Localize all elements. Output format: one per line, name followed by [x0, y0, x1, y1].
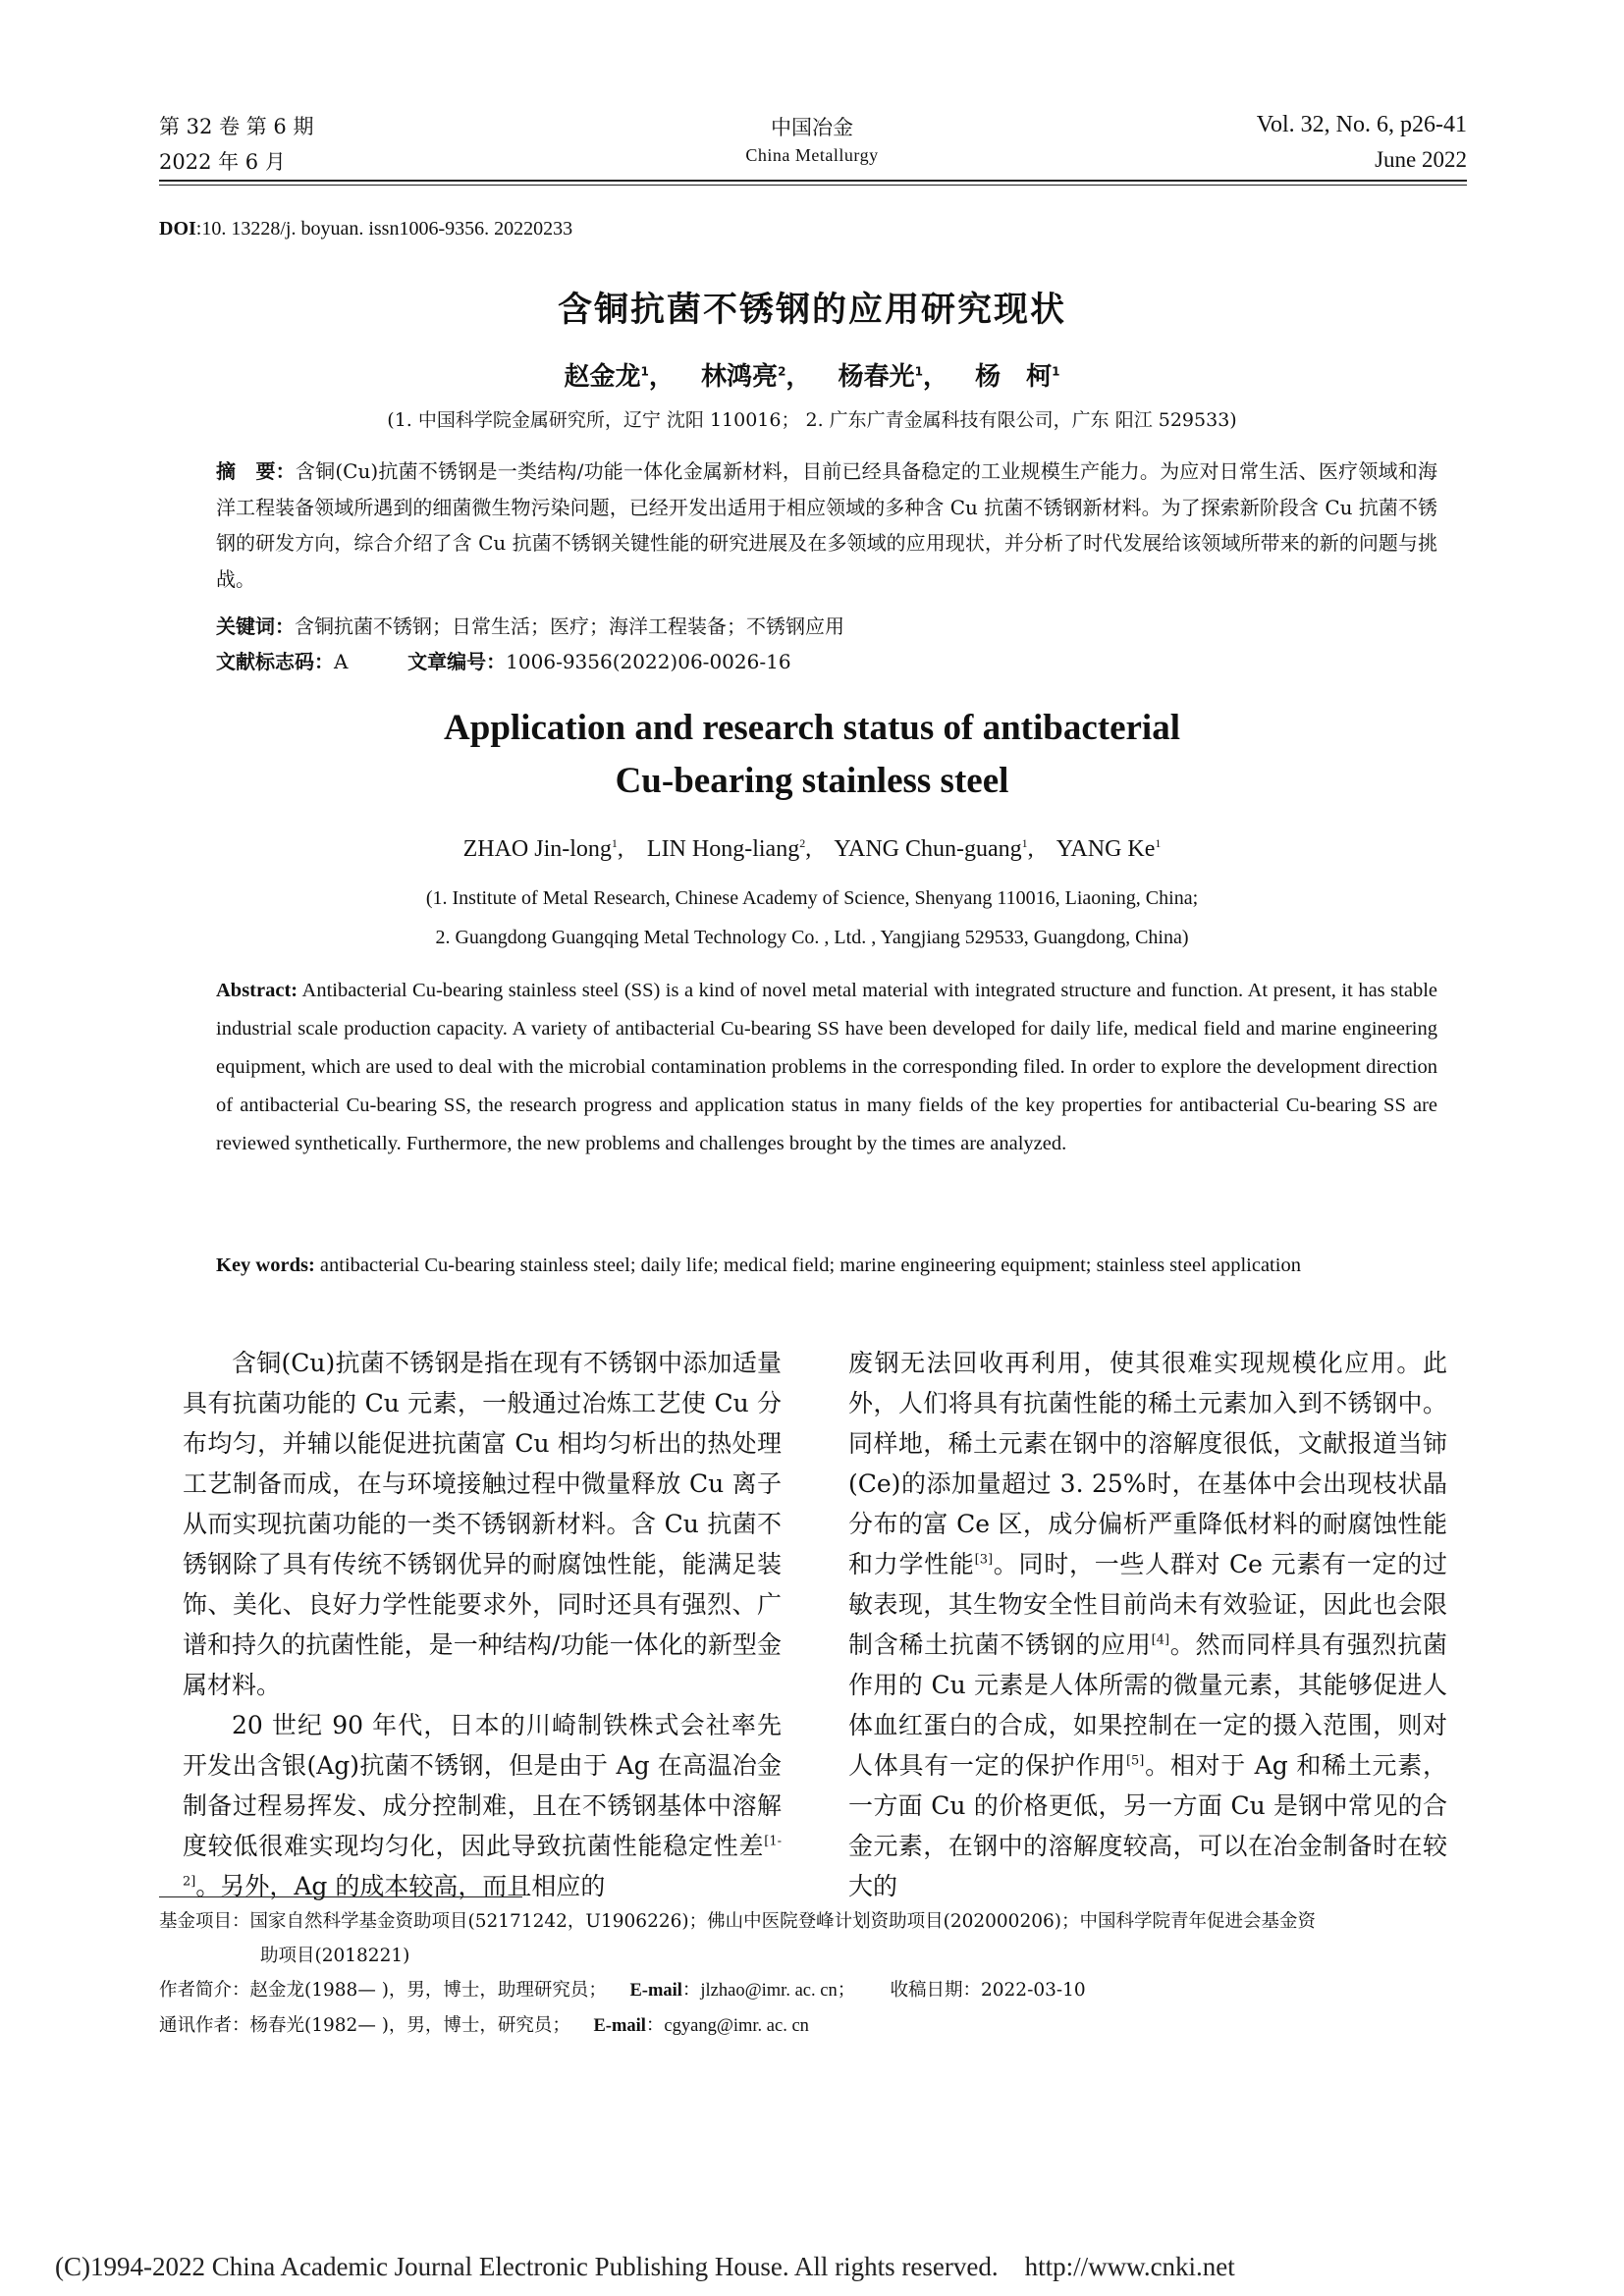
footnotes: [159, 1904, 1467, 2044]
body-text: 。同时，一些人群对 Ce 元素有一定的过敏表现，其生物安全性目前尚未有效验证，因此也会限制含稀土抗菌不锈钢的应用: [848, 1550, 1447, 1659]
author-bio-label: 作者简介：: [159, 1980, 250, 2001]
email-value[interactable]: ：cgyang@imr. ac. cn: [645, 2016, 809, 2036]
author-bio-text: 赵金龙(1988— )，男，博士，助理研究员；: [249, 1980, 607, 2001]
keywords-cn: [216, 609, 1437, 645]
abstract-cn-label: 摘 要：: [216, 459, 296, 483]
received-date: 收稿日期：2022-03-10: [890, 1980, 1086, 2001]
author-en-name: YANG Chun-guang: [834, 836, 1022, 862]
author-en-aff: 1: [611, 836, 618, 850]
abstract-cn: [216, 454, 1437, 597]
abstract-en: [216, 972, 1437, 1163]
body-text: 。另外，Ag 的成本较高，而且相应的: [195, 1872, 606, 1900]
title-en-line: Cu-bearing stainless steel: [615, 761, 1009, 801]
header-rule-thin: [159, 185, 1467, 186]
email-label: E-mail: [629, 1981, 682, 2001]
fund-text: 国家自然科学基金资助项目(52171242，U1906226)；佛山中医院登峰计划资助项目(202000206)；中国科学院青年促进会基金资: [249, 1911, 1316, 1932]
author-cn-aff: 1: [640, 364, 649, 379]
affiliations-en: [0, 879, 1624, 957]
body-paragraph: [183, 1705, 782, 1906]
affiliation-en-line: (1. Institute of Metal Research, Chinese Academy of Science, Shenyang 110016, Liaoning, China;: [425, 887, 1199, 909]
header-journal-en: China Metallurgy: [745, 145, 879, 165]
body-text: 。然而同样具有强烈抗菌作用的 Cu 元素是人体所需的微量元素，其能够促进人体血红蛋白的合成，如果控制在一定的摄入范围，则对人体具有一定的保护作用: [848, 1630, 1447, 1780]
fund-text-cont: 助项目(2018221): [260, 1946, 410, 1966]
author-en-aff: 2: [799, 836, 806, 850]
keywords-cn-text: 含铜抗菌不锈钢；日常生活；医疗；海洋工程装备；不锈钢应用: [295, 614, 844, 638]
affiliations-cn: (1. 中国科学院金属研究所，辽宁 沈阳 110016； 2. 广东广青金属科技有限公司，广东 阳江 529533): [387, 409, 1237, 431]
header-volume-en: Vol. 32, No. 6, p26-41: [1256, 112, 1467, 137]
article-number-value: 1006-9356(2022)06-0026-16: [506, 650, 791, 673]
authors-cn: 赵金龙$^1$， 林鸿亮$^2$， 杨春光$^1$， 杨 柯$^1$: [564, 362, 1060, 392]
body-text: 。相对于 Ag 和稀土元素，一方面 Cu 的价格更低，另一方面 Cu 是钢中常见的合金元素，在钢中的溶解度较高，可以在冶金制备时在较大的: [848, 1751, 1447, 1900]
keywords-en: [216, 1247, 1437, 1285]
doc-code-label: 文献标志码：: [216, 650, 334, 673]
header-rule: [159, 180, 1467, 182]
body-text: 20 世纪 90 年代，日本的川崎制铁株式会社率先开发出含银(Ag)抗菌不锈钢，但是由于 Ag 在高温冶金制备过程易挥发、成分控制难，且在不锈钢基体中溶解度较低很难实现均匀化，因此导致抗菌性能稳定性差: [183, 1711, 782, 1860]
header-volume-cn: 第 32 卷 第 6 期: [159, 115, 314, 138]
author-cn-name: 赵金龙: [564, 362, 641, 392]
doc-code-value: A: [334, 650, 349, 673]
citation: [3]: [974, 1552, 994, 1568]
title-en: [0, 702, 1624, 808]
footnote-author: [159, 1973, 1467, 2008]
article-number-label: 文章编号：: [407, 650, 507, 673]
doc-code: [216, 644, 1437, 680]
author-en-aff: 1: [1155, 836, 1162, 850]
abstract-en-label: Abstract:: [216, 980, 298, 1001]
body-text: 废钢无法回收再利用，使其很难实现规模化应用。此外，人们将具有抗菌性能的稀土元素加入到不锈钢中。同样地，稀土元素在钢中的溶解度很低，文献报道当铈(Ce)的添加量超过 3. 25%时，在基体中会出现枝状晶分布的富 Ce 区，成分偏析严重降低材料的耐腐蚀性能和力学性能: [848, 1349, 1447, 1578]
header-date-cn: 2022 年 6 月: [159, 150, 286, 174]
doi-value: :10. 13228/j. boyuan. issn1006-9356. 20220233: [195, 218, 573, 240]
author-en-name: LIN Hong-liang: [646, 836, 800, 862]
email-value[interactable]: ：jlzhao@imr. ac. cn；: [681, 1981, 856, 2001]
email-label: E-mail: [593, 2016, 646, 2036]
author-cn-name: 杨 柯: [975, 362, 1053, 392]
author-en-aff: 1: [1021, 836, 1028, 850]
copyright-notice: (C)1994-2022 China Academic Journal Electronic Publishing House. All rights reserved. http://www.cnki.net: [55, 2252, 1235, 2281]
author-en-name: YANG Ke: [1056, 836, 1156, 862]
body-paragraph: 含铜(Cu)抗菌不锈钢是指在现有不锈钢中添加适量具有抗菌功能的 Cu 元素，一般通过冶炼工艺使 Cu 分布均匀，并辅以能促进抗菌富 Cu 相均匀析出的热处理工艺制备而成，在与环境接触过程中微量释放 Cu 离子从而实现抗菌功能的一类不锈钢新材料。含 Cu 抗菌不锈钢除了具有传统不锈钢优异的耐腐蚀性能，能满足装饰、美化、良好力学性能要求外，同时还具有强烈、广谱和持久的抗菌性能，是一种结构/功能一体化的新型金属材料。: [183, 1349, 782, 1699]
doi: [159, 218, 572, 240]
footnote-rule: [159, 1896, 522, 1897]
keywords-en-text: antibacterial Cu-bearing stainless steel; daily life; medical field; marine engineering equipment; stainless steel application: [319, 1255, 1301, 1276]
author-cn-name: 林鸿亮: [701, 362, 779, 392]
header-date-en: June 2022: [1375, 147, 1467, 172]
author-cn-aff: 1: [914, 364, 923, 379]
footnote-corresponding: [159, 2008, 1467, 2044]
fund-label: 基金项目：: [159, 1911, 250, 1932]
body-column-right: [848, 1343, 1447, 1906]
title-cn: 含铜抗菌不锈钢的应用研究现状: [557, 291, 1066, 330]
citation: [4]: [1151, 1632, 1170, 1648]
corresponding-label: 通讯作者：: [159, 2015, 250, 2036]
author-cn-name: 杨春光: [838, 362, 915, 392]
title-en-line: Application and research status of antibacterial: [444, 708, 1180, 748]
corresponding-text: 杨春光(1982— )，男，博士，研究员；: [249, 2015, 570, 2036]
citation: [1-2]: [183, 1834, 782, 1890]
citation: [5]: [1125, 1753, 1145, 1769]
body-column-left: [183, 1343, 782, 1906]
keywords-cn-label: 关键词：: [216, 614, 295, 638]
author-cn-aff: 1: [1052, 364, 1060, 379]
keywords-en-label: Key words:: [216, 1255, 315, 1276]
author-cn-aff: 2: [778, 364, 786, 379]
abstract-cn-text: 含铜(Cu)抗菌不锈钢是一类结构/功能一体化金属新材料，目前已经具备稳定的工业规模生产能力。为应对日常生活、医疗领域和海洋工程装备领域所遇到的细菌微生物污染问题，已经开发出适用于相应领域的多种含 Cu 抗菌不锈钢新材料。为了探索新阶段含 Cu 抗菌不锈钢的研发方向，综合介绍了含 Cu 抗菌不锈钢关键性能的研究进展及在多领域的应用现状，并分析了时代发展给该领域所带来的新的问题与挑战。: [216, 459, 1438, 591]
body-paragraph: [848, 1343, 1447, 1906]
affiliation-en-line: 2. Guangdong Guangqing Metal Technology Co. , Ltd. , Yangjiang 529533, Guangdong, China): [435, 927, 1189, 948]
header-journal-cn: 中国冶金: [771, 116, 853, 139]
author-en-name: ZHAO Jin-long: [462, 836, 612, 862]
abstract-en-text: Antibacterial Cu-bearing stainless steel (SS) is a kind of novel metal material with integrated structure and function. At present, it has stable industrial scale production capacity. A variety of antibacterial Cu-bearing SS have been developed for daily life, medical field and marine engineering equipment, which are used to deal with the microbial contamination problems in the corresponding filed. In order to explore the development direction of antibacterial Cu-bearing SS, the research progress and application status in many fields of the key properties for antibacterial Cu-bearing SS are reviewed synthetically. Furthermore, the new problems and challenges brought by the times are analyzed.: [216, 980, 1437, 1154]
doi-label: DOI: [159, 218, 196, 240]
footnote-fund: [159, 1904, 1467, 1939]
authors-en: ZHAO Jin-long$^1$, LIN Hong-liang$^2$, YANG Chun-guang$^1$, YANG Ke$^1$: [462, 836, 1162, 862]
